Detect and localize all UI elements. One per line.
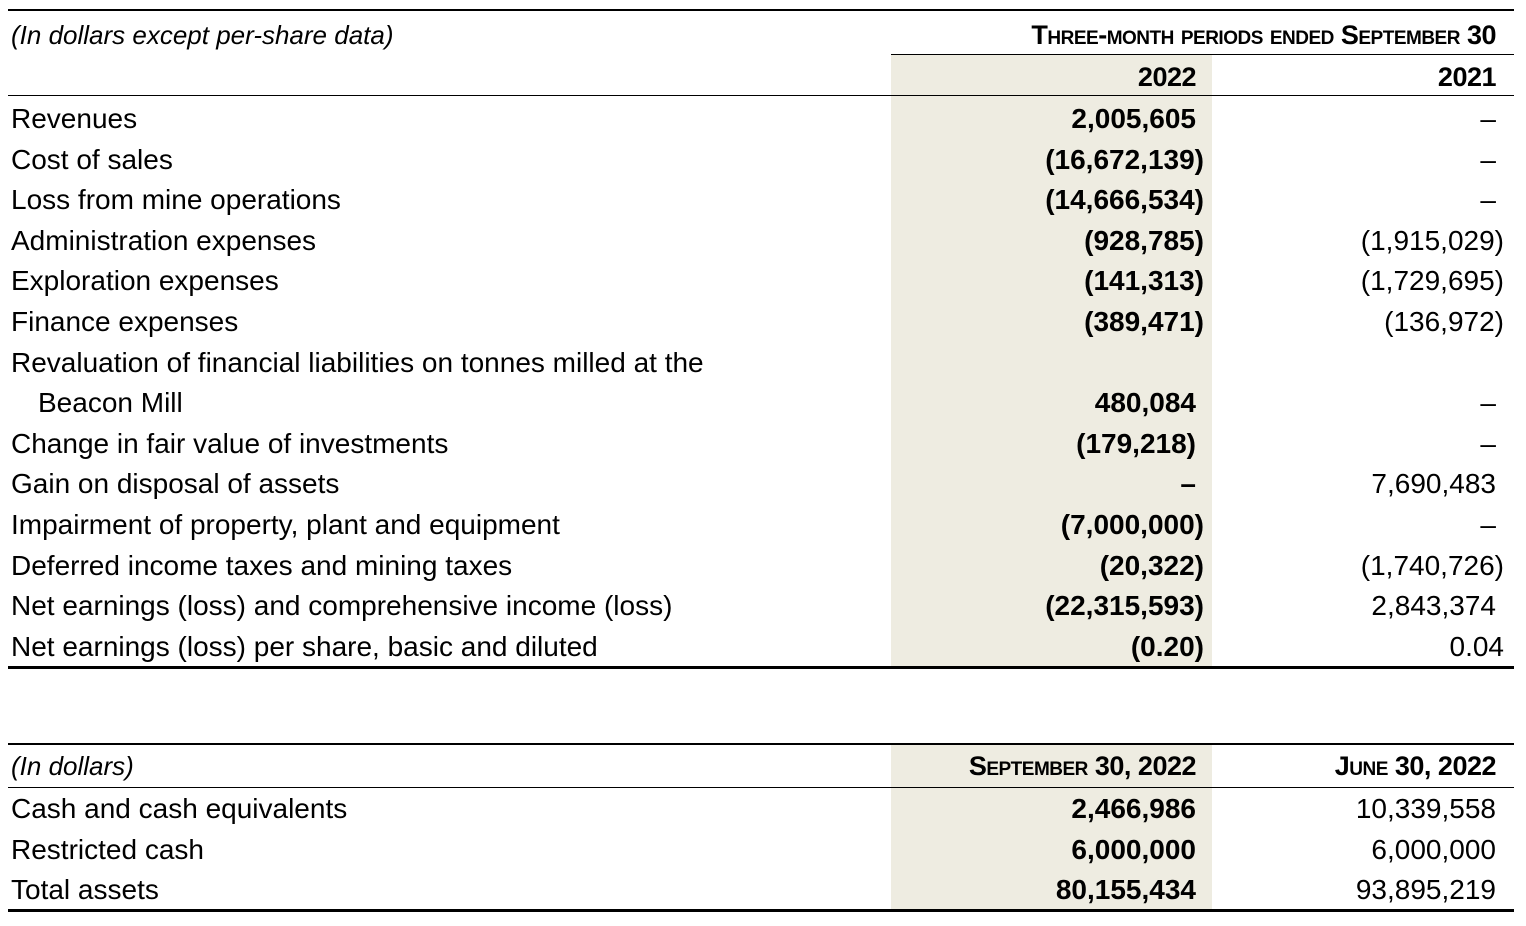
- col-jun-2022-header: June 30, 2022: [1334, 751, 1496, 781]
- value-current: 6,000,000: [1071, 834, 1196, 865]
- table-row: [0, 586, 1526, 626]
- value-prior: –: [1480, 144, 1496, 175]
- value-current: 80,155,434: [1055, 874, 1196, 905]
- table-row: [0, 870, 1526, 910]
- row-label: Net earnings (loss) and comprehensive income (loss): [11, 590, 673, 621]
- row-label: Restricted cash: [11, 834, 204, 865]
- value-current: (0.20): [1130, 631, 1204, 662]
- table-row: [0, 424, 1526, 464]
- row-label: Revenues: [11, 103, 138, 134]
- value-prior: (1,915,029): [1360, 225, 1504, 256]
- value-current: 2,005,605: [1071, 103, 1196, 134]
- row-label: Cash and cash equivalents: [11, 793, 348, 824]
- income-top-rule: [8, 9, 1514, 11]
- row-label: Exploration expenses: [11, 265, 279, 296]
- value-prior: –: [1480, 428, 1496, 459]
- table-row: [0, 505, 1526, 545]
- value-prior: –: [1480, 103, 1496, 134]
- table-row: [0, 99, 1526, 139]
- col-2022-header: 2022: [1137, 62, 1196, 92]
- value-current: (22,315,593): [1045, 590, 1204, 621]
- row-label: Deferred income taxes and mining taxes: [11, 550, 513, 581]
- value-current: (14,666,534): [1045, 184, 1204, 215]
- value-prior: (136,972): [1384, 306, 1504, 337]
- table-row: [0, 464, 1526, 504]
- table-row: [0, 546, 1526, 586]
- row-label: Beacon Mill: [38, 387, 183, 418]
- income-header-row: [0, 15, 1526, 55]
- table-row: [0, 627, 1526, 667]
- value-prior: 6,000,000: [1371, 834, 1496, 865]
- balance-unit-note: (In dollars): [11, 751, 134, 781]
- balance-top-rule: [8, 743, 1514, 745]
- balance-header-row: [0, 746, 1526, 786]
- value-current: 2,466,986: [1071, 793, 1196, 824]
- table-row: [0, 302, 1526, 342]
- col-sep-2022-header: September 30, 2022: [968, 751, 1196, 781]
- row-label: Total assets: [11, 874, 159, 905]
- period-header: Three-month periods ended September 30: [1031, 20, 1496, 50]
- row-label: Loss from mine operations: [11, 184, 341, 215]
- value-prior: (1,740,726): [1360, 550, 1504, 581]
- table-row: [0, 140, 1526, 180]
- row-label: Net earnings (loss) per share, basic and diluted: [11, 631, 598, 662]
- col-2021-header: 2021: [1437, 62, 1496, 92]
- value-current: (928,785): [1084, 225, 1204, 256]
- table-row: [0, 830, 1526, 870]
- table-row: [0, 261, 1526, 301]
- value-prior: 0.04: [1449, 631, 1504, 662]
- table-row: [0, 221, 1526, 261]
- row-label: Change in fair value of investments: [11, 428, 449, 459]
- table-row: [0, 383, 1526, 423]
- income-year-row: [0, 57, 1526, 97]
- value-current: (141,313): [1084, 265, 1204, 296]
- row-label: Administration expenses: [11, 225, 317, 256]
- row-label: Cost of sales: [11, 144, 173, 175]
- row-label: Impairment of property, plant and equipment: [11, 509, 560, 540]
- income-unit-note: (In dollars except per-share data): [11, 20, 394, 50]
- table-row: [0, 343, 1526, 383]
- value-prior: 10,339,558: [1355, 793, 1496, 824]
- value-prior: –: [1480, 184, 1496, 215]
- row-label: Revaluation of financial liabilities on tonnes milled at the: [11, 347, 704, 378]
- value-prior: 7,690,483: [1371, 468, 1496, 499]
- value-prior: –: [1480, 509, 1496, 540]
- value-current: (16,672,139): [1045, 144, 1204, 175]
- value-prior: –: [1480, 387, 1496, 418]
- value-current: 480,084: [1094, 387, 1196, 418]
- row-label: Gain on disposal of assets: [11, 468, 340, 499]
- table-row: [0, 789, 1526, 829]
- value-current: (20,322): [1099, 550, 1204, 581]
- balance-header-rule: [8, 787, 1514, 788]
- value-prior: (1,729,695): [1360, 265, 1504, 296]
- value-current: (7,000,000): [1060, 509, 1204, 540]
- value-current: (179,218): [1076, 428, 1196, 459]
- value-current: (389,471): [1084, 306, 1204, 337]
- value-current: –: [1180, 468, 1196, 499]
- value-prior: 93,895,219: [1355, 874, 1496, 905]
- row-label: Finance expenses: [11, 306, 239, 337]
- table-row: [0, 180, 1526, 220]
- value-prior: 2,843,374: [1371, 590, 1496, 621]
